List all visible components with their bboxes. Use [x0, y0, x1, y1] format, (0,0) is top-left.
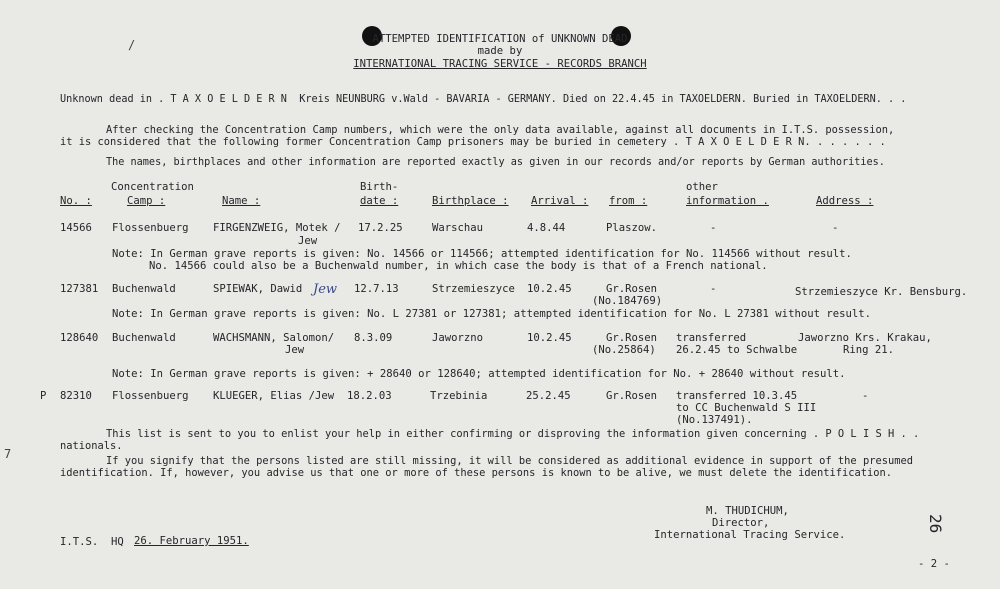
closing-line-2: nationals. [60, 440, 123, 452]
record-birthplace: Jaworzno [432, 332, 484, 344]
record-prefix: P [40, 390, 47, 402]
record-arrival: 10.2.45 [527, 332, 572, 344]
record-other: transferred [676, 332, 747, 344]
record-camp: Buchenwald [112, 332, 176, 344]
record-birthdate: 12.7.13 [354, 283, 399, 295]
record-birthplace: Strzemieszyce [432, 283, 515, 295]
record-other: - [710, 222, 717, 234]
record-arrival: 25.2.45 [526, 390, 571, 402]
col-from: from : [609, 195, 648, 207]
document-title: ATTEMPTED IDENTIFICATION of UNKNOWN DEAD [372, 33, 628, 45]
record-other-continued: to CC Buchenwald S III [676, 402, 817, 414]
made-by-line: made by [477, 45, 523, 57]
record-name-note: Jew [285, 344, 305, 356]
record-name: SPIEWAK, Dawid [213, 283, 303, 295]
record-number: 14566 [60, 222, 92, 234]
col-no: No. : [60, 195, 92, 207]
footer-place: I.T.S. HQ [60, 536, 124, 548]
col-other-top: other [686, 181, 718, 193]
record-number: 82310 [60, 390, 92, 402]
names-note: The names, birthplaces and other information are reported exactly as given in our records and/or reports by German authorities. [106, 157, 885, 168]
record-name-note: Jew [298, 235, 318, 247]
record-camp: Flossenbuerg [112, 390, 189, 402]
record-from-number: (No.25864) [592, 344, 656, 356]
record-from-number: (No.184769) [592, 295, 663, 307]
record-from: Gr.Rosen [606, 283, 658, 295]
record-camp: Flossenbuerg [112, 222, 189, 234]
margin-mark: 7 [4, 447, 12, 461]
record-address: Jaworzno Krs. Krakau, [798, 332, 932, 344]
record-birthdate: 18.2.03 [347, 390, 392, 402]
checking-paragraph-1: After checking the Concentration Camp numbers, which were the only data available, against all documents in I.T.S. possession, [106, 124, 895, 136]
signature-org: International Tracing Service. [654, 529, 846, 541]
footer-date: 26. February 1951. [134, 535, 249, 547]
record-other: - [710, 283, 717, 295]
record-note: Note: In German grave reports is given: No. L 27381 or 127381; attempted identification for No. L 27381 without result. [112, 308, 871, 320]
record-from: Gr.Rosen [606, 332, 658, 344]
record-address: Strzemieszyce Kr. Bensburg. [795, 286, 968, 298]
signature-role: Director, [712, 517, 770, 529]
record-number: 128640 [60, 332, 99, 344]
closing-line-3: If you signify that the persons listed are still missing, it will be considered as additional evidence in support of the presumed [106, 455, 913, 467]
col-arrival: Arrival : [531, 195, 589, 207]
unknown-dead-line: Unknown dead in . T A X O E L D E R N Kreis NEUNBURG v.Wald - BAVARIA - GERMANY. Died on 22.4.45 in TAXOELDERN. Buried in TAXOELDERN. . . [60, 94, 907, 105]
record-birthdate: 8.3.09 [354, 332, 393, 344]
record-birthplace: Warschau [432, 222, 484, 234]
col-camp: Camp : [127, 195, 166, 207]
record-name: FIRGENZWEIG, Motek / [213, 222, 341, 234]
closing-line-1: This list is sent to you to enlist your help in either confirming or disproving the information given concerning . P O L I S H . . [106, 428, 920, 440]
signature-name: M. THUDICHUM, [706, 505, 789, 517]
col-address: Address : [816, 195, 874, 207]
handwritten-annotation: Jew [313, 282, 338, 297]
organization-heading: INTERNATIONAL TRACING SERVICE - RECORDS BRANCH [353, 58, 647, 70]
record-birthplace: Trzebinia [430, 390, 488, 402]
col-name: Name : [222, 195, 261, 207]
record-arrival: 10.2.45 [527, 283, 572, 295]
record-name: WACHSMANN, Salomon/ [213, 332, 335, 344]
record-from: Plaszow. [606, 222, 658, 234]
record-address-continued: Ring 21. [843, 344, 895, 356]
record-address: - [832, 222, 839, 234]
record-birthdate: 17.2.25 [358, 222, 403, 234]
record-address: - [862, 390, 869, 402]
record-number: 127381 [60, 283, 99, 295]
col-birthdate: date : [360, 195, 399, 207]
checking-paragraph-2: it is considered that the following former Concentration Camp prisoners may be buried in cemetery . T A X O E L D E R N. . . . . . . [60, 136, 886, 148]
record-other-number: (No.137491). [676, 414, 753, 426]
col-birth-top: Birth- [360, 181, 399, 193]
closing-line-4: identification. If, however, you advise us that one or more of these persons is known to be alive, we must delete the identification. [60, 467, 893, 479]
record-other: transferred 10.3.45 [676, 390, 798, 402]
record-note: Note: In German grave reports is given: No. 14566 or 114566; attempted identification for No. 114566 without result. [112, 248, 852, 260]
record-arrival: 4.8.44 [527, 222, 566, 234]
col-other-info: information . [686, 195, 769, 207]
record-from: Gr.Rosen [606, 390, 658, 402]
margin-mark: / [128, 38, 136, 52]
record-name: KLUEGER, Elias /Jew [213, 390, 335, 402]
col-camp-top: Concentration [111, 181, 194, 193]
side-stamp-number: 26 [926, 514, 945, 534]
col-birthplace: Birthplace : [432, 195, 509, 207]
record-note: Note: In German grave reports is given: + 28640 or 128640; attempted identification for No. + 28640 without result. [112, 368, 846, 380]
record-note-continued: No. 14566 could also be a Buchenwald number, in which case the body is that of a French national. [149, 260, 768, 272]
page-number: - 2 - [918, 558, 950, 570]
record-other-continued: 26.2.45 to Schwalbe [676, 344, 798, 356]
record-camp: Buchenwald [112, 283, 176, 295]
